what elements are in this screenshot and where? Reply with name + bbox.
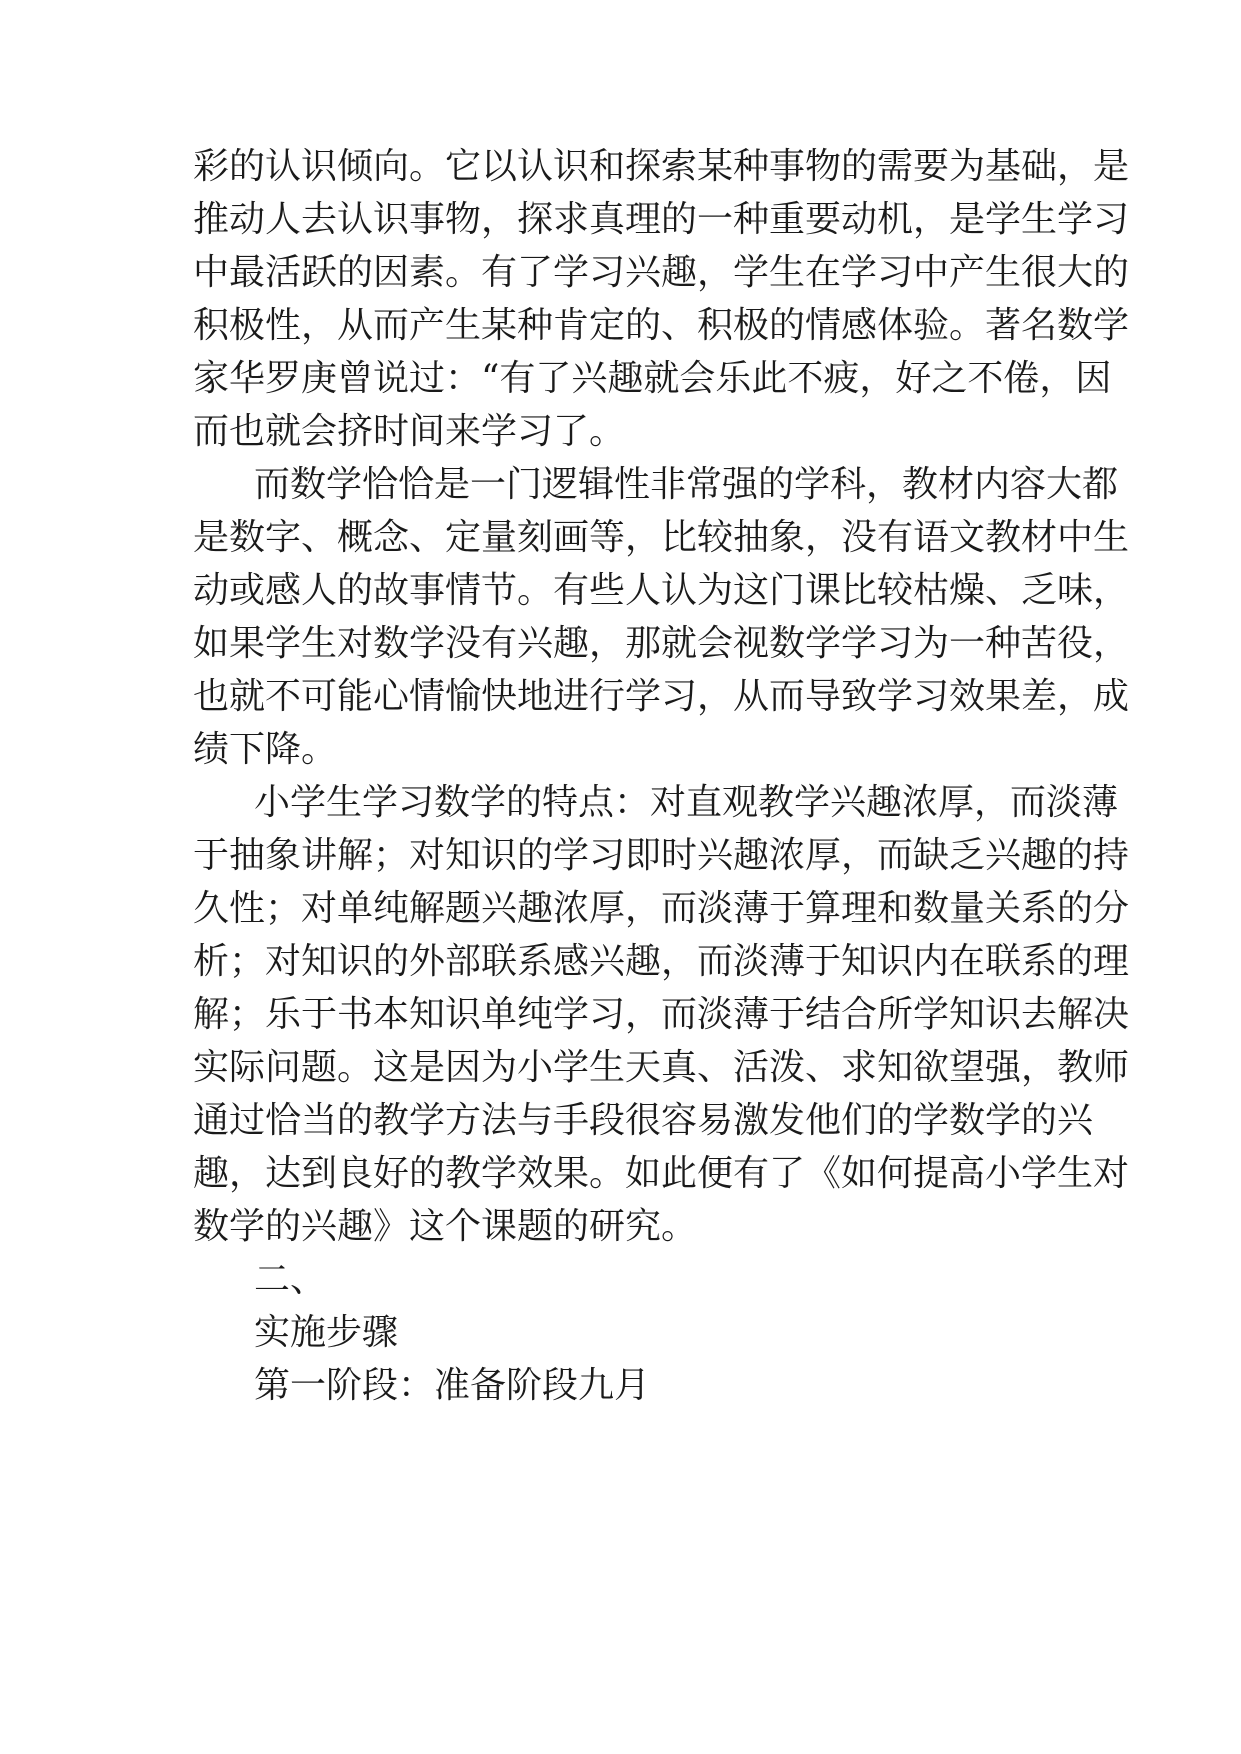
section-title: 实施步骤 xyxy=(254,1312,399,1353)
paragraph-3-line-4: 析；对知识的外部联系感兴趣，而淡薄于知识内在联系的理 xyxy=(193,941,1130,982)
paragraph-1-line-1: 彩的认识倾向。它以认识和探索某种事物的需要为基础，是 xyxy=(193,146,1130,187)
paragraph-3-line-3: 久性；对单纯解题兴趣浓厚，而淡薄于算理和数量关系的分 xyxy=(193,888,1130,929)
paragraph-3-line-2: 于抽象讲解；对知识的学习即时兴趣浓厚，而缺乏兴趣的持 xyxy=(193,835,1130,876)
paragraph-1-line-2: 推动人去认识事物，探求真理的一种重要动机，是学生学习 xyxy=(193,199,1130,240)
paragraph-1-line-5: 家华罗庚曾说过：“有了兴趣就会乐此不疲，好之不倦，因 xyxy=(193,358,1112,399)
paragraph-2-line-2: 是数字、概念、定量刻画等，比较抽象，没有语文教材中生 xyxy=(193,517,1130,558)
paragraph-1-line-4: 积极性，从而产生某种肯定的、积极的情感体验。著名数学 xyxy=(193,305,1130,346)
paragraph-3-line-9: 数学的兴趣》这个课题的研究。 xyxy=(193,1206,698,1247)
paragraph-3-line-1: 小学生学习数学的特点：对直观教学兴趣浓厚，而淡薄 xyxy=(254,782,1119,823)
paragraph-3-line-6: 实际问题。这是因为小学生天真、活泼、求知欲望强，教师 xyxy=(193,1047,1130,1088)
section-number: 二、 xyxy=(254,1259,327,1300)
paragraph-1-line-3: 中最活跃的因素。有了学习兴趣，学生在学习中产生很大的 xyxy=(193,252,1130,293)
paragraph-1-line-6: 而也就会挤时间来学习了。 xyxy=(193,411,626,452)
paragraph-3-line-8: 趣，达到良好的教学效果。如此便有了《如何提高小学生对 xyxy=(193,1153,1130,1194)
paragraph-2-line-4: 如果学生对数学没有兴趣，那就会视数学学习为一种苦役， xyxy=(193,623,1130,664)
paragraph-3-line-7: 通过恰当的教学方法与手段很容易激发他们的学数学的兴 xyxy=(193,1100,1094,1141)
stage-one-line: 第一阶段：准备阶段九月 xyxy=(254,1365,651,1406)
paragraph-3-line-5: 解；乐于书本知识单纯学习，而淡薄于结合所学知识去解决 xyxy=(193,994,1130,1035)
paragraph-2-line-5: 也就不可能心情愉快地进行学习，从而导致学习效果差，成 xyxy=(193,676,1130,717)
paragraph-2-line-3: 动或感人的故事情节。有些人认为这门课比较枯燥、乏味， xyxy=(193,570,1130,611)
paragraph-2-line-6: 绩下降。 xyxy=(193,729,338,770)
paragraph-2-line-1: 而数学恰恰是一门逻辑性非常强的学科，教材内容大都 xyxy=(254,464,1119,505)
